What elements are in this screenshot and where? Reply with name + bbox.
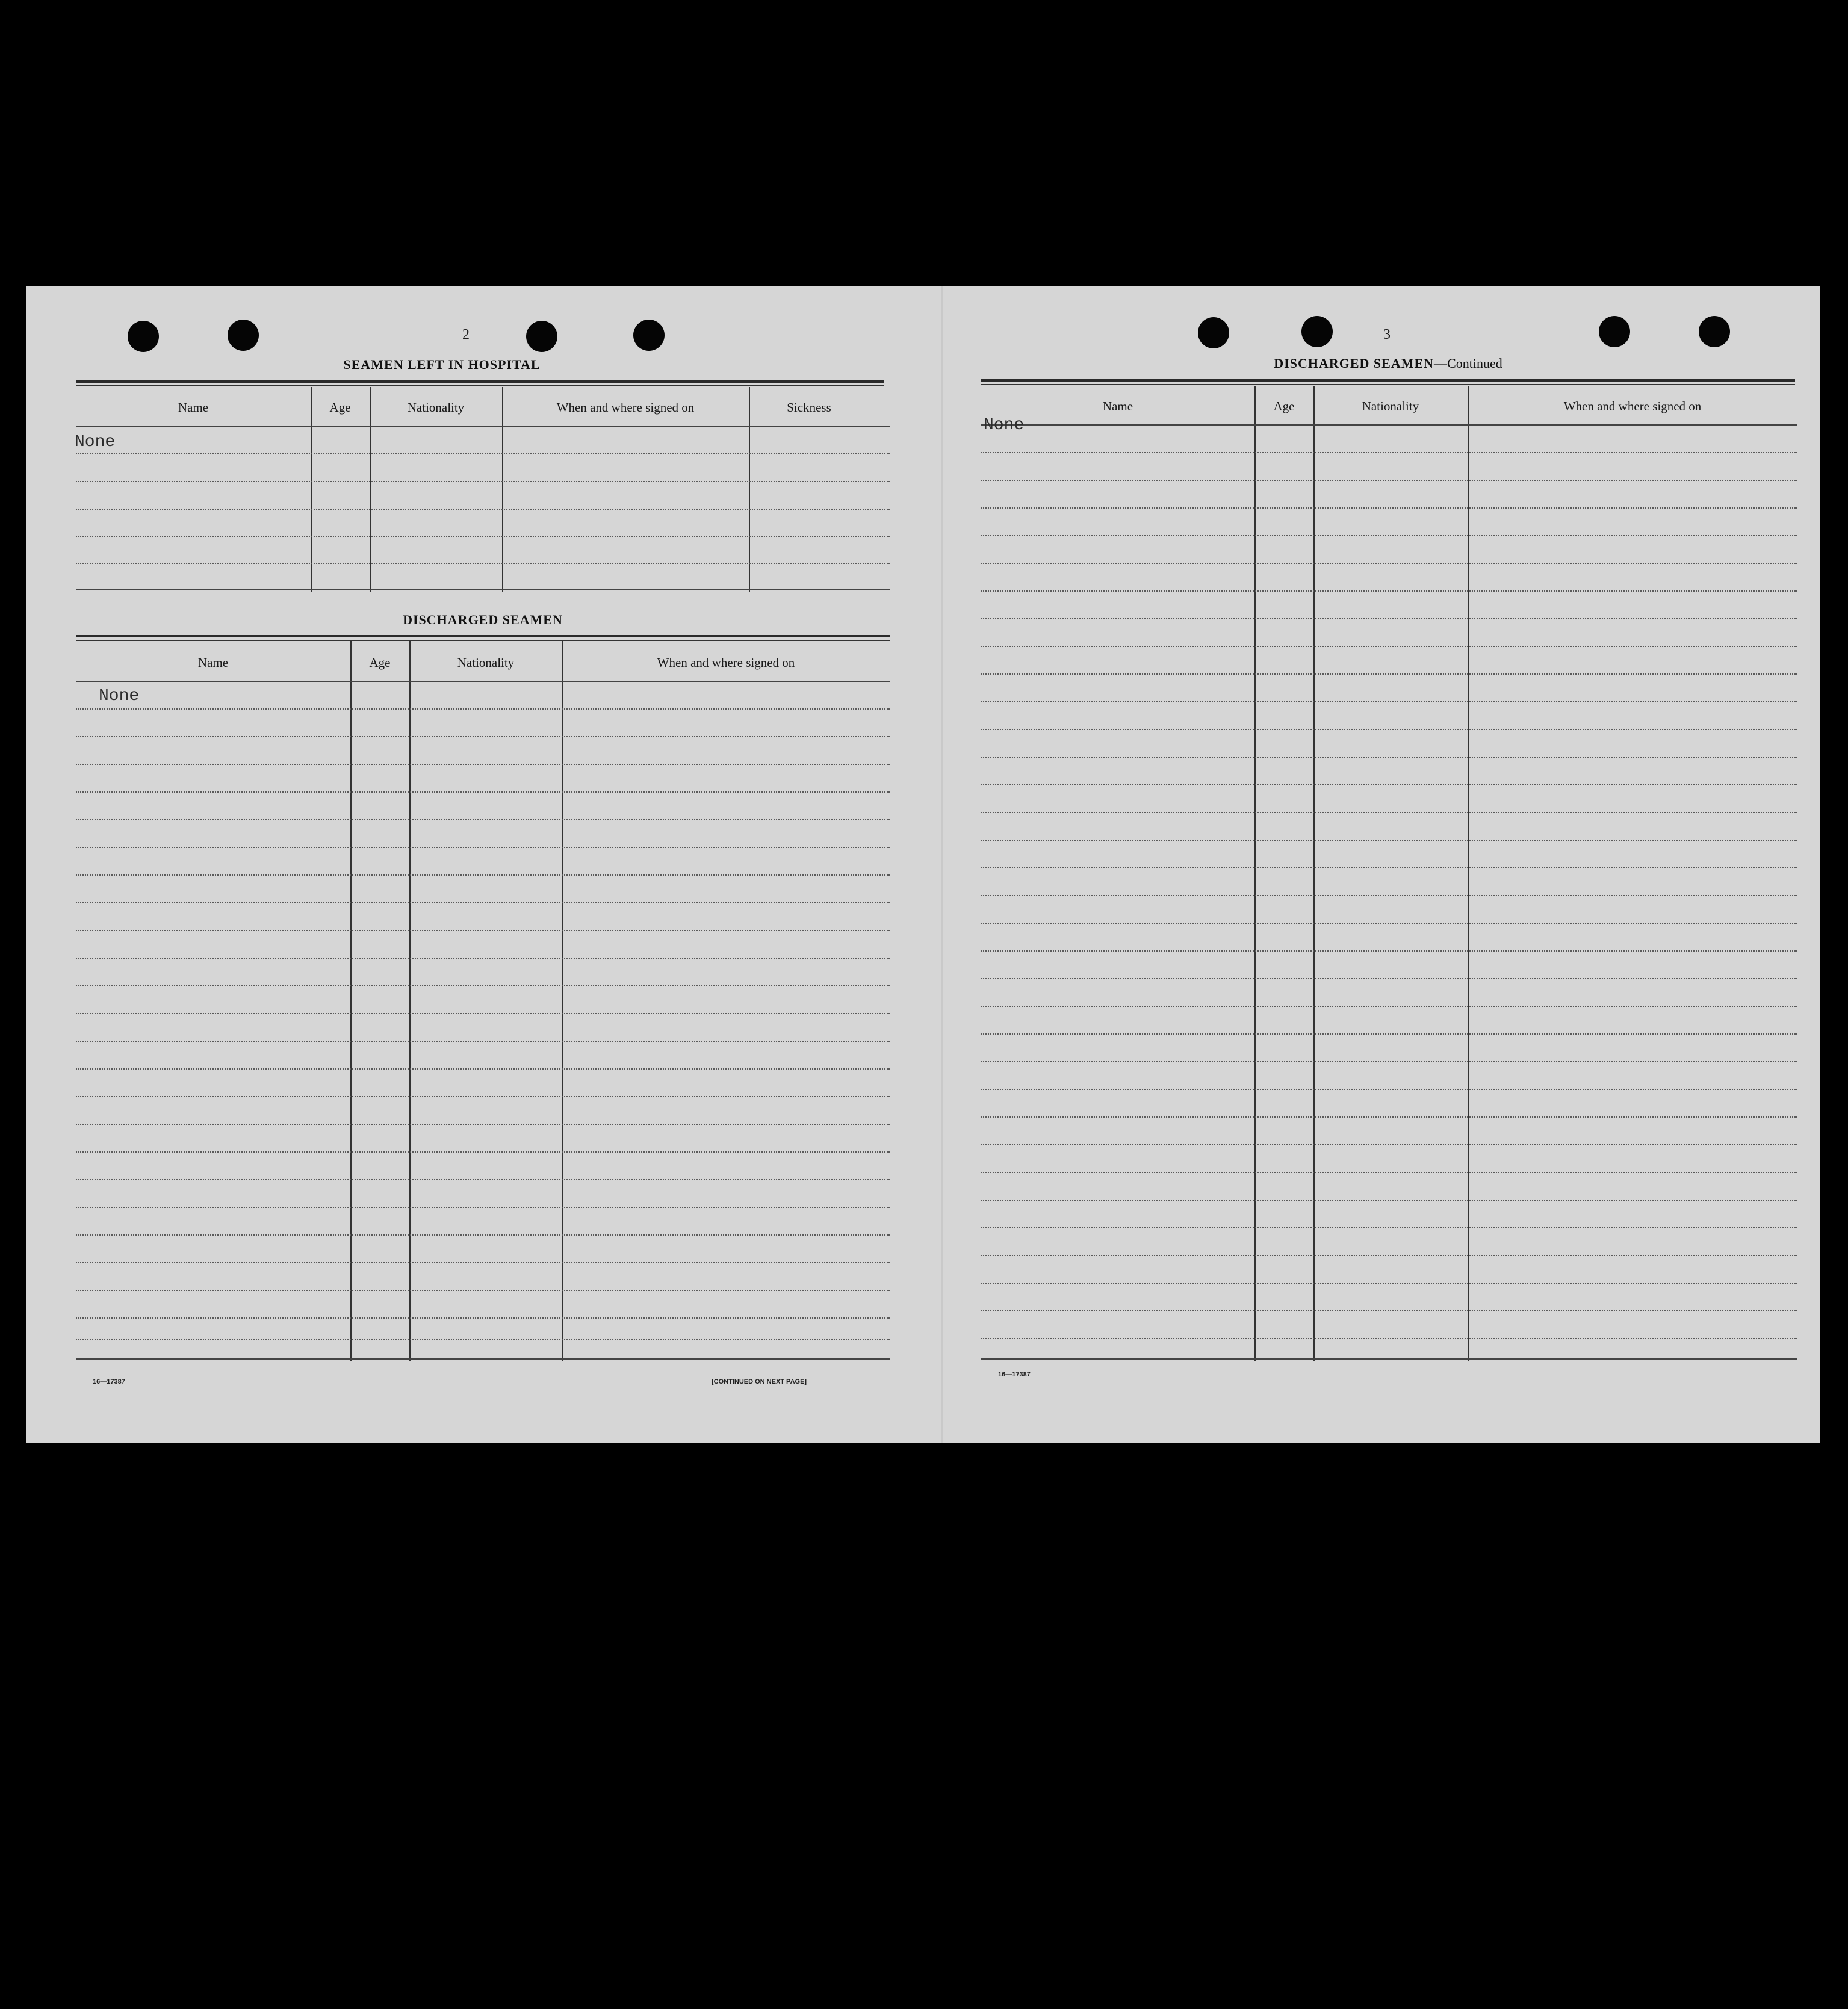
discharged-section-title: DISCHARGED SEAMEN (403, 612, 563, 627)
section-rule (76, 380, 884, 383)
col-header-signed-on: When and where signed on (556, 400, 695, 415)
form-sheet (26, 286, 1820, 1443)
hospital-section-title: SEAMEN LEFT IN HOSPITAL (343, 357, 541, 372)
section-rule (981, 379, 1795, 382)
section-rule (76, 385, 884, 386)
discharged-continued-title (981, 356, 1795, 371)
punch-hole (1198, 317, 1229, 348)
form-code-right: 16—17387 (998, 1371, 1031, 1378)
discharged-entry-name: None (99, 687, 140, 705)
title-suffix: —Continued (1434, 356, 1502, 371)
col-header-nationality: Nationality (457, 655, 515, 670)
col-header-name: Name (1102, 399, 1133, 413)
form-code-left: 16—17387 (93, 1378, 125, 1385)
col-header-age: Age (329, 400, 351, 415)
discharged-continued-entry-name: None (984, 416, 1025, 435)
page-fold (941, 286, 943, 1443)
col-header-name: Name (178, 400, 209, 415)
punch-hole (228, 320, 259, 351)
hospital-entry-name: None (75, 433, 116, 451)
punch-hole (128, 321, 159, 352)
continued-note: [CONTINUED ON NEXT PAGE] (712, 1378, 807, 1385)
col-header-nationality: Nationality (1362, 399, 1419, 413)
col-header-sickness: Sickness (787, 400, 831, 415)
page-number-left: 2 (462, 327, 470, 342)
col-header-age: Age (369, 655, 391, 670)
col-header-signed-on: When and where signed on (657, 655, 795, 670)
punch-hole (1699, 316, 1730, 347)
col-header-name: Name (197, 655, 229, 670)
title-text: DISCHARGED SEAMEN (1274, 356, 1434, 371)
section-rule (76, 635, 890, 637)
punch-hole (526, 321, 557, 352)
col-header-nationality: Nationality (407, 400, 465, 415)
discharged-continued-table (981, 386, 1797, 1349)
section-rule (981, 384, 1795, 385)
punch-hole (1599, 316, 1630, 347)
page-number-right: 3 (1383, 327, 1391, 342)
discharged-table (76, 641, 890, 1357)
col-header-age: Age (1273, 399, 1295, 413)
col-header-signed-on: When and where signed on (1563, 399, 1702, 413)
punch-hole (1301, 316, 1333, 347)
punch-hole (633, 320, 665, 351)
hospital-table (76, 387, 890, 574)
